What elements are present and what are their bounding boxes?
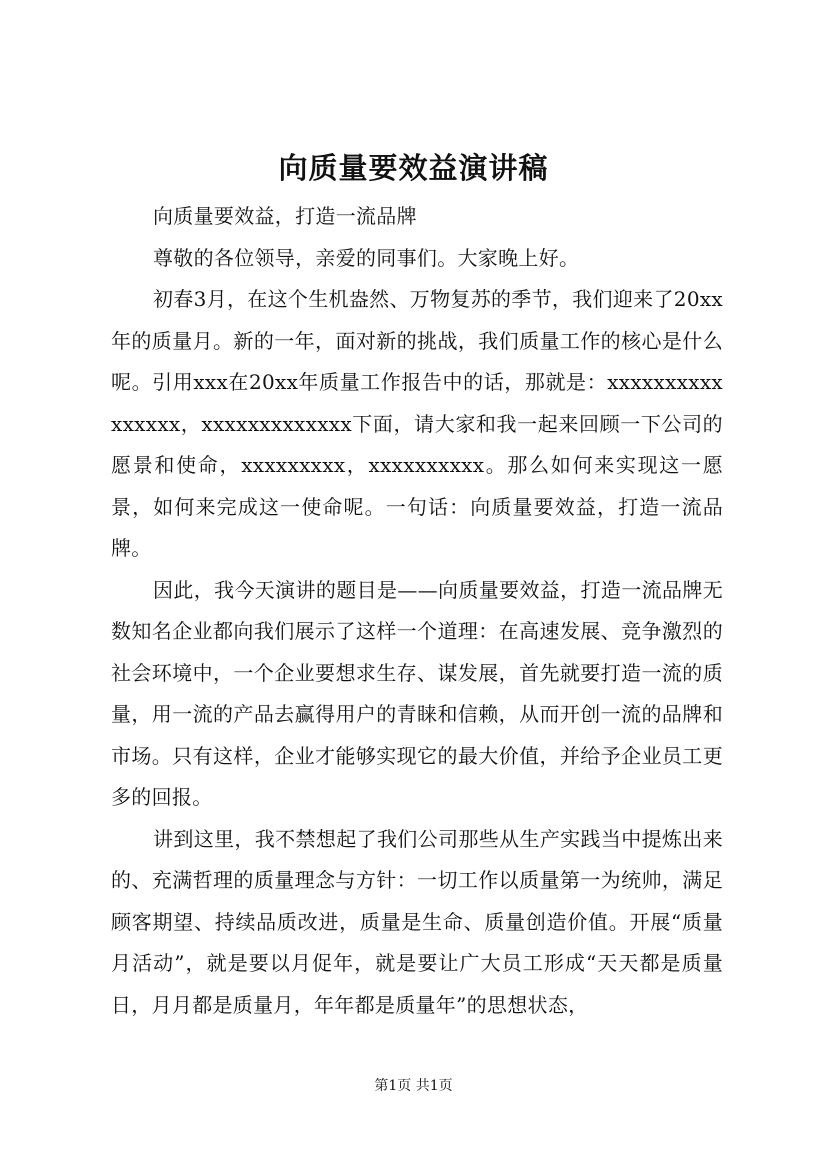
- page-footer: 第1页 共1页: [374, 1078, 453, 1094]
- paragraph-topic: 因此，我今天演讲的题目是——向质量要效益，打造一流品牌无数知名企业都向我们展示了这样一个道理：在高速发展、竞争激烈的社会环境中，一个企业要想求生存、谋发展，首先就要打造一流的质量，用一流的产品去赢得用户的青睐和信赖，从而开创一流的品牌和市场。只有这样，企业才能够实现它的最大价值，并给予企业员工更多的回报。: [111, 577, 723, 809]
- paragraph-subtitle: 向质量要效益，打造一流品牌: [153, 204, 417, 228]
- document-title: 向质量要效益演讲稿: [278, 151, 549, 185]
- paragraph-intro: 初春3月，在这个生机盎然、万物复苏的季节，我们迎来了20xx年的质量月。新的一年，面对新的挑战，我们质量工作的核心是什么呢。引用xxx在20xx年质量工作报告中的话，那就是：xxxxxxxxxxxxxxxx，xxxxxxxxxxxxx下面，请大家和我一起来回顾一下公司的愿景和使命，xxxxxxxxx，xxxxxxxxxx。那么如何来实现这一愿景，如何来完成这一使命呢。一句话：向质量要效益，打造一流品牌。: [111, 287, 723, 560]
- paragraph-philosophy: 讲到这里，我不禁想起了我们公司那些从生产实践当中提炼出来的、充满哲理的质量理念与方针：一切工作以质量第一为统帅，满足顾客期望、持续品质改进，质量是生命、质量创造价值。开展“质量月活动”，就是要以月促年，就是要让广大员工形成“天天都是质量日，月月都是质量月，年年都是质量年”的思想状态，: [111, 826, 723, 1017]
- paragraph-greeting: 尊敬的各位领导，亲爱的同事们。大家晚上好。: [153, 245, 580, 270]
- document-body: [111, 196, 723, 1026]
